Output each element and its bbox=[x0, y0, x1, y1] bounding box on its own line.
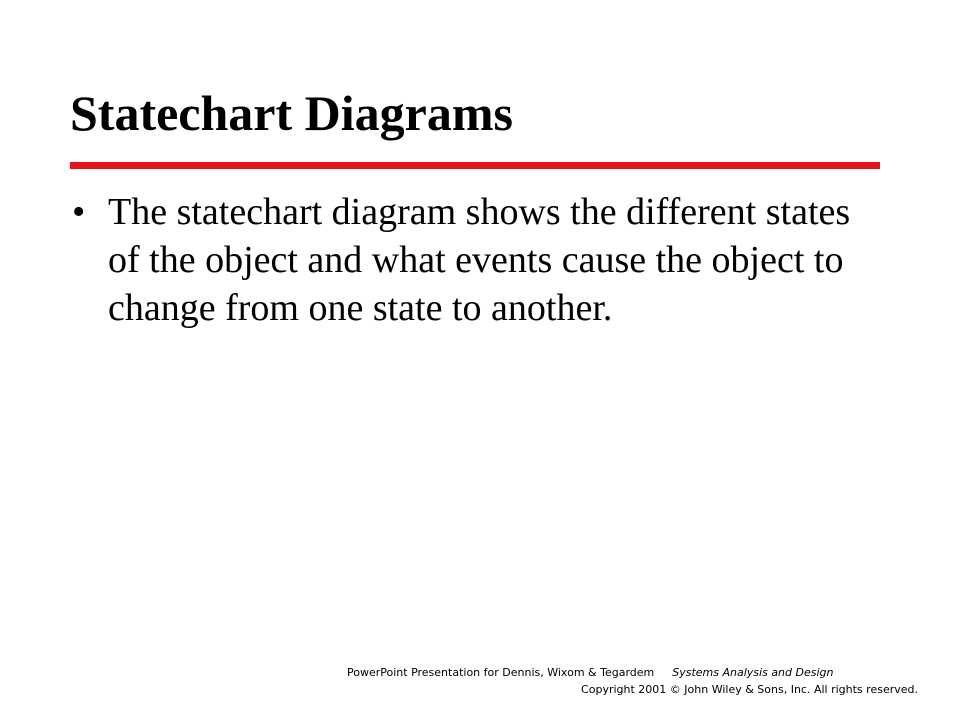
bullet-item bbox=[70, 188, 870, 332]
footer-presentation-credit: PowerPoint Presentation for Dennis, Wixom & Tegardem bbox=[347, 666, 655, 679]
title-underline bbox=[70, 162, 880, 169]
footer-credit-line bbox=[347, 664, 834, 681]
bullet-text: The statechart diagram shows the different states of the object and what events cause the object to change from one state to another. bbox=[108, 191, 851, 329]
bullet-list bbox=[70, 188, 870, 332]
footer-book-title: Systems Analysis and Design bbox=[672, 666, 834, 679]
bullet-marker: • bbox=[72, 191, 86, 233]
slide-title: Statechart Diagrams bbox=[70, 85, 513, 141]
footer-copyright: Copyright 2001 © John Wiley & Sons, Inc. All rights reserved. bbox=[581, 683, 918, 696]
